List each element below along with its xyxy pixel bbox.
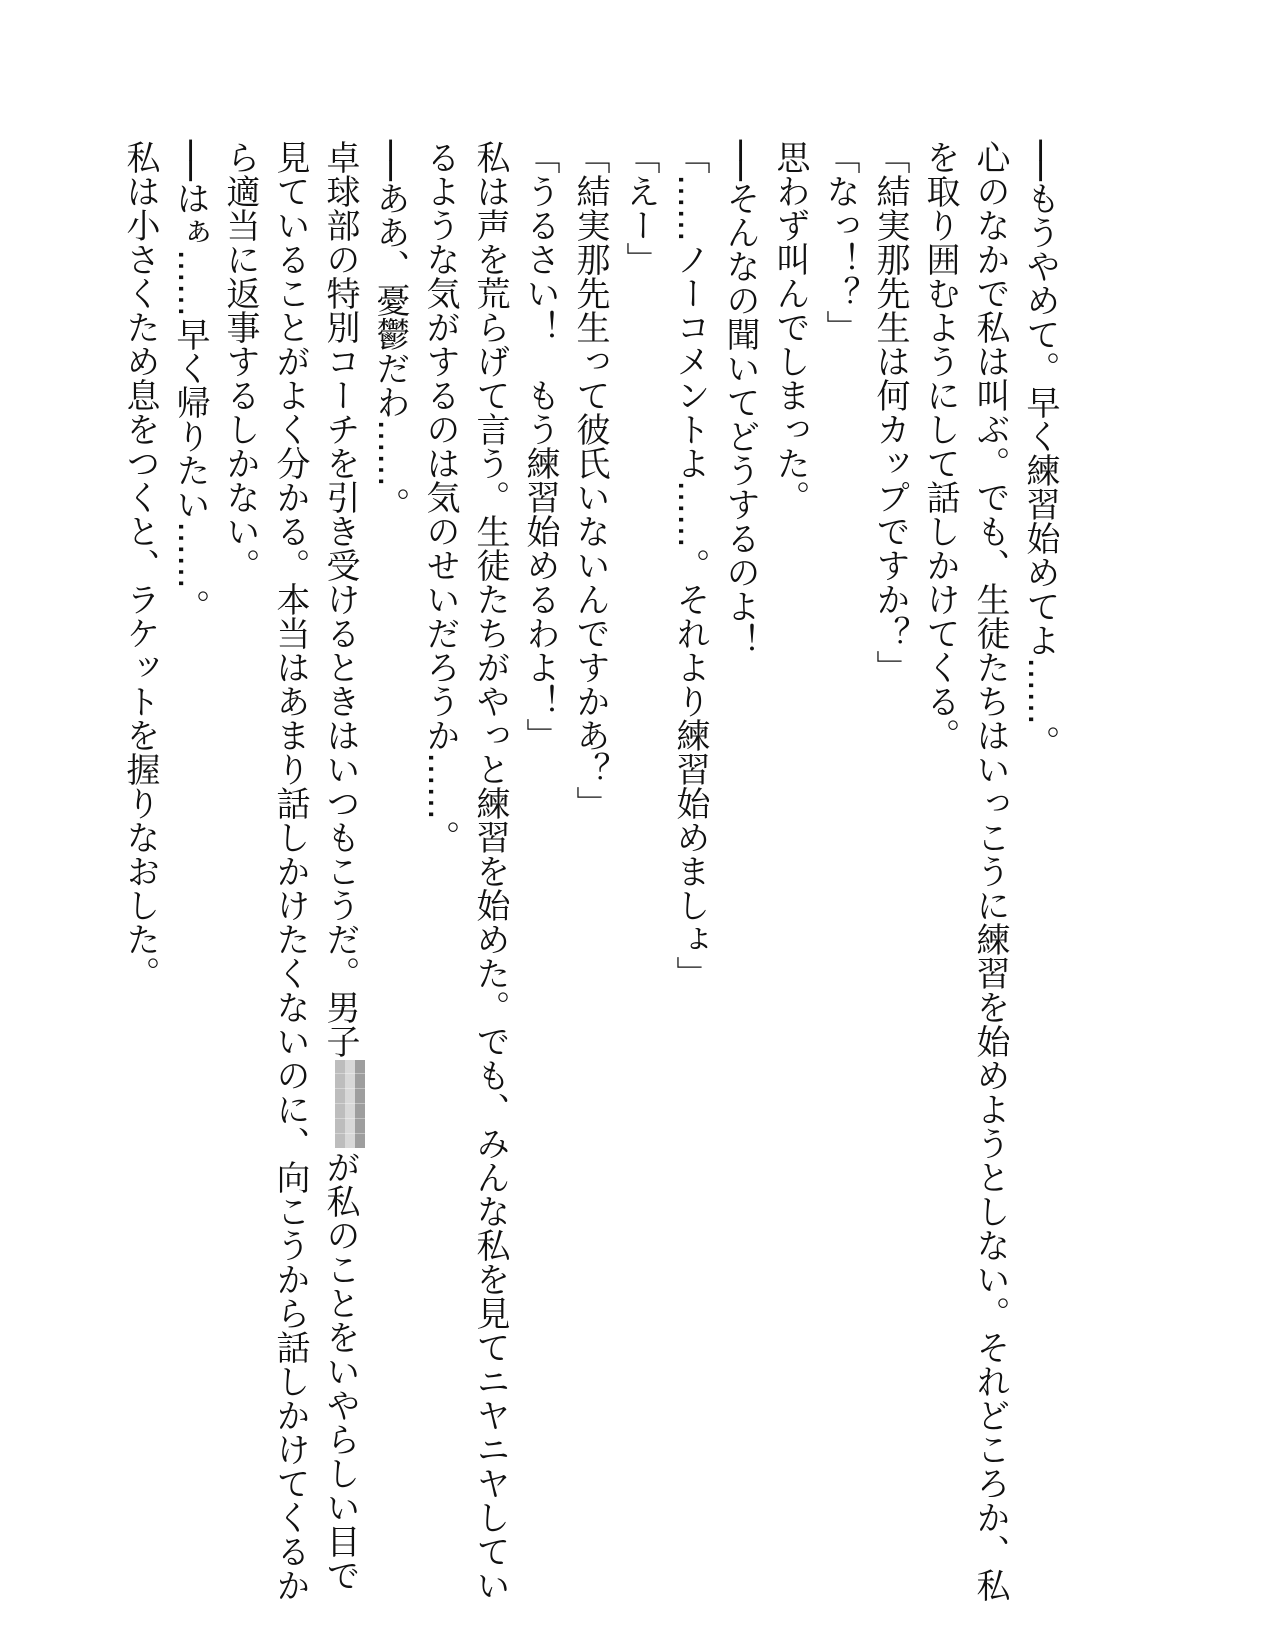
text-line-15-after: が私のことをいやらしい目で: [320, 1150, 360, 1592]
text-line-1: ──もうやめて。早く練習始めてよ……。: [1020, 140, 1060, 759]
text-line-12: 私は声を荒らげて言う。生徒たちがやっと練習を始めた。でも、みんな私を見てニヤニヤしてい: [470, 140, 510, 1602]
text-line-2: 心のなかで私は叫ぶ。でも、生徒たちはいっこうに練習を始めようとしない。それどころか、私: [970, 140, 1010, 1602]
text-line-19: 私は小さくため息をつくと、ラケットを握りなおした。: [120, 140, 160, 990]
text-line-6: 思わず叫んでしまった。: [770, 140, 810, 514]
text-line-17: ら適当に返事するしかない。: [220, 140, 260, 582]
text-line-7: ──そんなの聞いてどうするのよ！: [720, 140, 760, 657]
text-line-8: 「……ノーコメントよ……。それより練習始めましょ」: [670, 140, 710, 990]
text-line-11: 「うるさい！ もう練習始めるわよ！」: [520, 140, 560, 752]
text-line-16: 見ていることがよく分かる。本当はあまり話しかけたくないのに、向こうから話しかけてくるか: [270, 140, 310, 1602]
text-line-18: ──はぁ……早く帰りたい……。: [170, 140, 210, 623]
text-line-4: 「結実那先生は何カップですか？」: [870, 140, 910, 684]
text-line-3: を取り囲むようにして話しかけてくる。: [920, 140, 960, 752]
text-line-13: るような気がするのは気のせいだろうか……。: [420, 140, 460, 854]
text-line-15: [315, 140, 365, 1592]
text-line-9: 「えー」: [620, 140, 660, 276]
text-line-15-before: 卓球部の特別コーチを引き受けるときはいつもこうだ。男子: [320, 140, 360, 1058]
text-line-5: 「なっ！？」: [820, 140, 860, 344]
text-line-10: 「結実那先生って彼氏いないんですかあ？」: [570, 140, 610, 820]
vertical-text-body: [120, 140, 1065, 1602]
mosaic-censor-block: [335, 1060, 365, 1148]
text-line-14: ──ああ、憂鬱だわ……。: [370, 140, 410, 521]
